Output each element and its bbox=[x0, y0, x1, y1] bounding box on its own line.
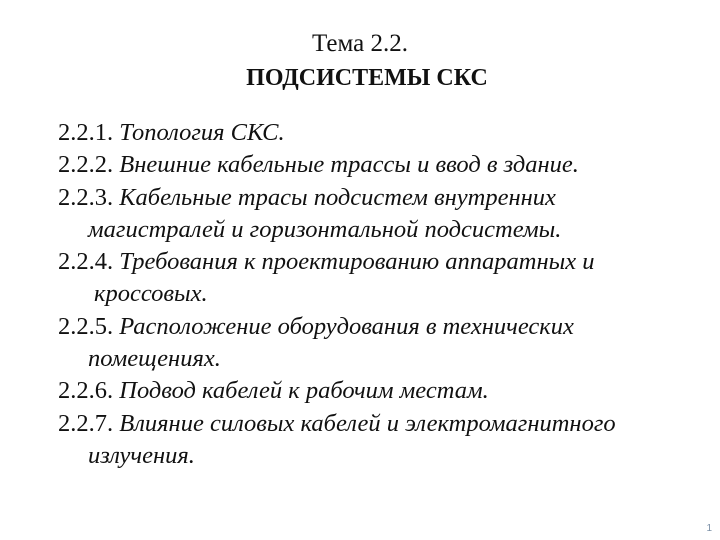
item-number: 2.2.4. bbox=[58, 248, 114, 276]
item-number: 2.2.6. bbox=[58, 377, 114, 405]
item-text-continued: кроссовых. bbox=[94, 280, 208, 308]
item-text: Топология СКС. bbox=[119, 119, 285, 146]
list-item bbox=[58, 117, 713, 149]
item-number: 2.2.3. bbox=[58, 183, 114, 211]
list-item bbox=[58, 375, 713, 407]
item-text: Расположение оборудования в технических bbox=[119, 312, 574, 340]
list-item bbox=[58, 408, 713, 473]
list-item bbox=[58, 149, 713, 181]
item-text: Кабельные трасы подсистем внутренних bbox=[119, 183, 556, 211]
topic-heading: Тема 2.2. bbox=[312, 30, 408, 57]
item-number: 2.2.7. bbox=[58, 409, 114, 437]
slide-title: ПОДСИСТЕМЫ СКС bbox=[246, 65, 488, 91]
item-text: Влияние силовых кабелей и электромагнитного bbox=[119, 409, 616, 437]
item-number: 2.2.5. bbox=[58, 312, 114, 340]
item-text: Требования к проектированию аппаратных и bbox=[119, 248, 595, 276]
item-text: Внешние кабельные трассы и ввод в здание. bbox=[119, 151, 579, 179]
item-text-continued: излучения. bbox=[88, 441, 195, 469]
contents-list bbox=[58, 117, 713, 472]
item-number: 2.2.1. bbox=[58, 119, 114, 146]
page-number: 1 bbox=[706, 523, 712, 534]
item-number: 2.2.2. bbox=[58, 151, 114, 179]
list-item bbox=[58, 246, 713, 311]
list-item bbox=[58, 182, 713, 247]
list-item bbox=[58, 311, 713, 376]
item-text-continued: магистралей и горизонтальной подсистемы. bbox=[88, 215, 562, 243]
item-text-continued: помещениях. bbox=[88, 345, 221, 373]
item-text: Подвод кабелей к рабочим местам. bbox=[119, 377, 489, 405]
